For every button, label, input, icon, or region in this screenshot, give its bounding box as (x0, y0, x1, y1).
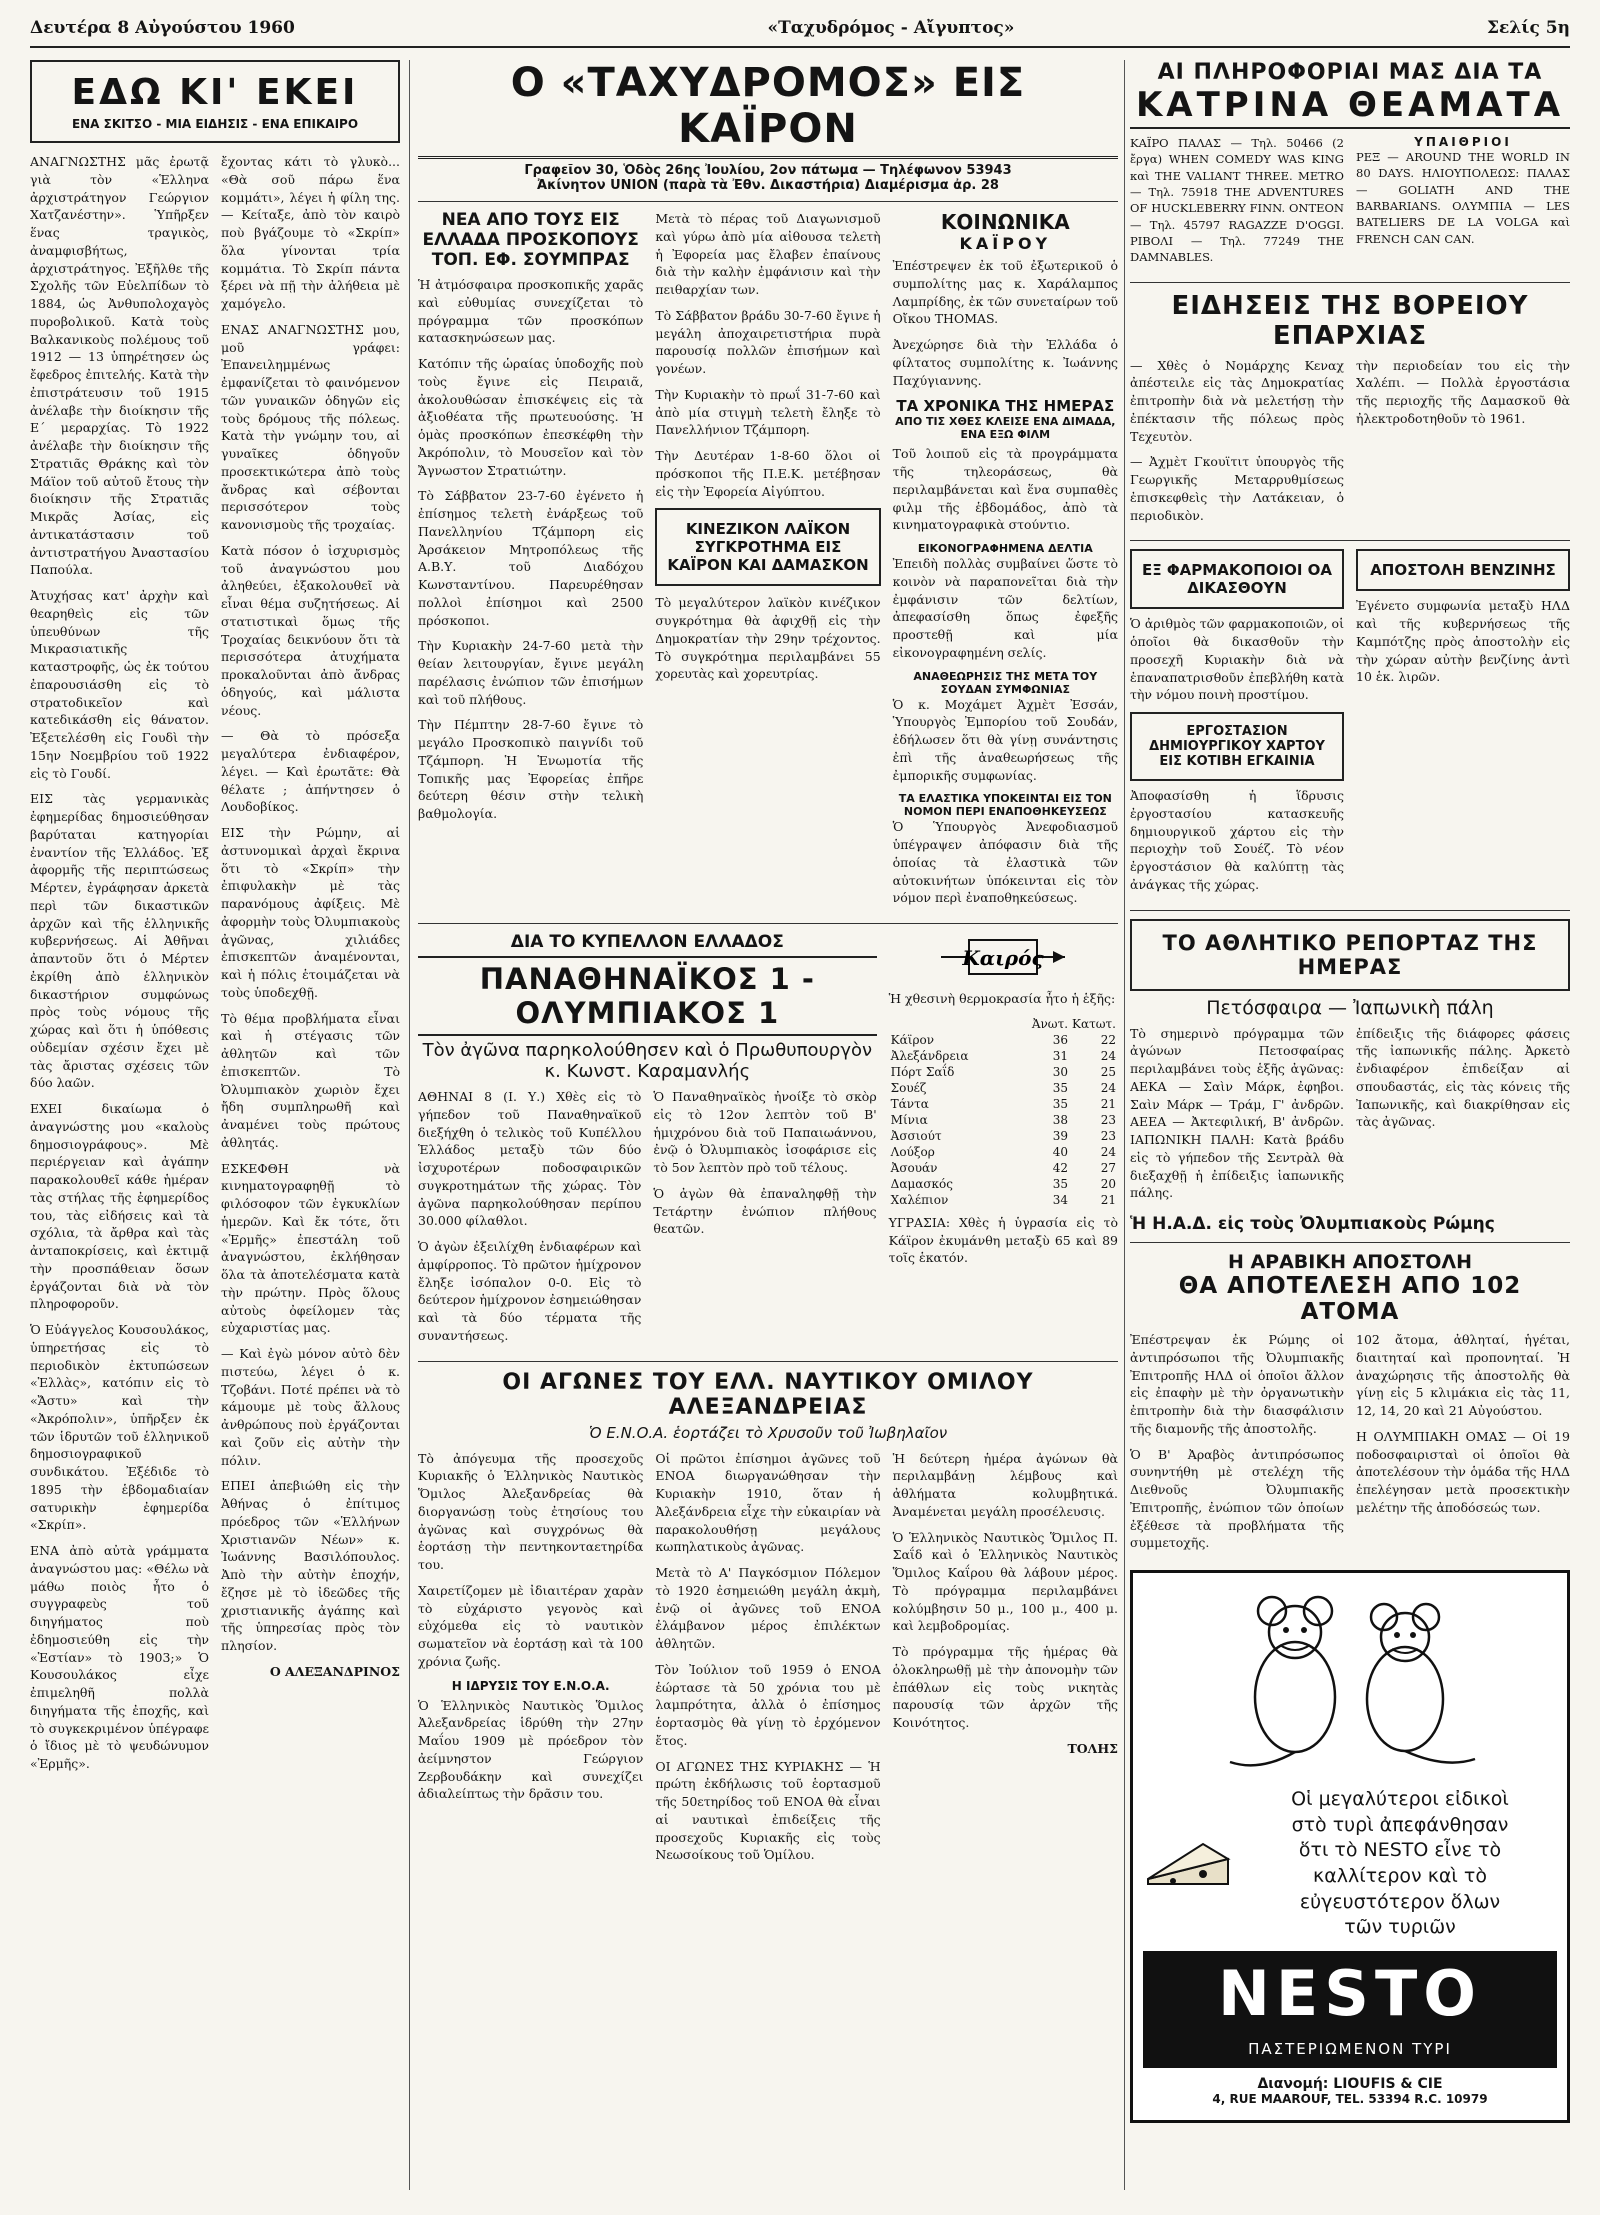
factory-box (1130, 712, 1344, 781)
nautikos-history-title: Η ΙΔΡΥΣΙΣ ΤΟΥ Ε.Ν.Ο.Α. (451, 1678, 610, 1693)
article-paragraph: Τὸ θέμα προβλήματα εἶναι καὶ ἡ στέγασις τῶν ἀθλητῶν καὶ τῶν ἐπισκεπτῶν. Τὸ Ὀλυμπιακὸν χωριὸν ἔχει ἤδη συμπληρωθῆ καὶ ἀναμένει τοὺς πρώτους ἀθλητάς. (221, 1010, 400, 1150)
article-paragraph: Ὁ Παναθηναϊκὸς ἠνοίξε τὸ σκὸρ εἰς τὸ 12ον λεπτὸν τοῦ Β' ἡμιχρόνου διὰ τοῦ Παπαιωάννου, ἐνῷ ὁ Ὀλυμπιακὸς ἰσοφάρισε εἰς τὸ 5ον λεπτὸν πρὸ τοῦ τέλους. (653, 1089, 877, 1175)
article-paragraph: Τὸ Σάββατον βράδυ 30-7-60 ἔγινε ἡ μεγάλη ἀποχαιρετιστήρια πυρὰ παρουσίᾳ πολλῶν ἐπισήμων καὶ γονέων. (655, 307, 881, 376)
ad-line: καλλίτερον καὶ τὸ (1313, 1865, 1487, 1888)
article-paragraph: Ἐπέστρεψαν ἐκ Ρώμης οἱ ἀντιπρόσωποι τῆς Ὀλυμπιακῆς Ἐπιτροπῆς ΗΛΔ οἱ ὁποῖοι ἄλλον εἰς ἐπαφὴν μὲ τὴν ὀργανωτικὴν ἐπιτροπὴν διὰ τὴν διασφάλισιν τῆς διαμονῆς τῆς ἀποστολῆς. (1130, 1332, 1344, 1436)
nautikos-col-2 (655, 1450, 880, 1873)
koinonika-column (893, 210, 1118, 915)
middle-section (418, 932, 1118, 1353)
weather-header-row (889, 1016, 1118, 1032)
article-paragraph: Ὁ Ὑπουργὸς Ἀνεφοδιασμοῦ ὑπέγραψεν ἀπόφασιν διὰ τῆς ὁποίας τὰ ἐλαστικὰ τῶν αὐτοκινήτων ὑπόκεινται εἰς τὸν νόμον περὶ ἐναποθηκεύσεως. (892, 819, 1118, 906)
divider (1130, 1242, 1570, 1243)
article-paragraph: Ὁ Ἑλληνικὸς Ναυτικὸς Ὅμιλος Π. Σαΐδ καὶ ὁ Ἑλληνικὸς Ναυτικὸς Ὅμιλος Καΐρου θὰ λάβουν μέρος. Τὸ πρόγραμμα περιλαμβάνει κολύμβησιν 50 μ., 100 μ., 400 μ. καὶ λεμβοδρομίας. (892, 1529, 1118, 1634)
weather-logo (889, 932, 1118, 986)
scouts-story-continued (655, 210, 880, 915)
cinema-listings (1130, 135, 1570, 274)
sport-body-right (1356, 1025, 1570, 1211)
sport-headline: ΤΟ ΑΘΛΗΤΙΚΟ ΡΕΠΟΡΤΑΖ ΤΗΣ ΗΜΕΡΑΣ (1162, 930, 1538, 979)
column-divider (1124, 60, 1125, 2190)
author-signature: Ο ΑΛΕΞΑΝΔΡΙΝΟΣ (269, 1663, 400, 1679)
eikonografimena-title: ΕΙΚΟΝΟΓΡΑΦΗΜΕΝΑ ΔΕΛΤΙΑ (917, 542, 1093, 555)
running-header (30, 18, 1570, 48)
pharmacists-headline: ΕΞ ΦΑΡΜΑΚΟΠΟΙΟΙ ΟΑ ΔΙΚΑΣΘΟΥΝ (1141, 561, 1332, 598)
weather-max: 30 (1052, 1064, 1069, 1079)
cinema-indoor-list: ΚΑΪΡΟ ΠΑΛΑΣ — Τηλ. 50466 (2 ἔργα) WHEN COMEDY WAS KING καὶ THE VALIANT THREE. METRO — Τηλ. 75918 THE ADVENTURES OF HUCKLEBERRY FINN. ΟΝΤΕΟΝ — Τηλ. 45797 RAGAZZE D'OGGI. ΡΙΒΟΛΙ — Τηλ. 77249 THE DAMNABLES. (1130, 136, 1344, 265)
article-paragraph: ΕΠΕΙ ἀπεβιώθη εἰς τὴν Ἀθήνας ὁ ἐπίτιμος πρόεδρος τῶν «Ἑλλήνων Χριστιανῶν Νέων» κ. Ἰωάννης Βασιλόπουλος. Ἀπὸ τὴν αὐτὴν ἐποχήν, ἔζησε μὲ τὸ ἰδεῶδες τῆς χριστιανικῆς ἀγάπης καὶ τῆς ὑπηρεσίας πρὸς τὸν πλησίον. (221, 1478, 400, 1653)
koinonika-subtitle: ΚΑΪΡΟΥ (959, 234, 1052, 253)
cheese-icon (1143, 1829, 1233, 1899)
weather-row (889, 1176, 1118, 1192)
article-paragraph: ἐπίδειξις τῆς διάφορες φάσεις τῆς ἰαπωνικῆς πάλης. Ἀρκετὸ ἐνδιαφέρον ἐπιδείξαν αἱ σπουδαστάς, εἰς τὰς κόνεις τῆς Ἰαπωνικῆς, καὶ διακρίθησαν εἰς τὰς ἀγῶνας. (1356, 1025, 1570, 1130)
article-paragraph: Κατὰ πόσον ὁ ἰσχυρισμὸς τοῦ ἀναγνώστου μου ἀληθεύει, ἐξακολουθεῖ νὰ εἶναι θέμα συζητήσεως. Αἱ στατιστικαὶ ὅμως τῆς Τροχαίας δεικνύουν ὅτι τὰ περισσότερα ἀτυχήματα προκαλοῦνται ἀπὸ ἄνδρας ὁδηγούς, καὶ μάλιστα νέους. (221, 542, 400, 718)
weather-header-max: Ἀνωτ. (1031, 1016, 1069, 1031)
weather-max: 35 (1052, 1096, 1069, 1111)
weather-city: Τάντα (890, 1096, 929, 1111)
article-paragraph: ΕΝΑΣ ΑΝΑΓΝΩΣΤΗΣ μου, μοῦ γράφει: Ἐπανειλημμένως ἐμφανίζεται τὸ φαινόμενον τῶν γυναικῶν ὁδηγῶν εἰς τοὺς δρόμους τῆς πόλεως. Κατὰ τὴν γνώμην του, αἱ γυναῖκες ὁδηγοῦν προσεκτικώτερα ἀπὸ τοὺς ἄνδρας καὶ σέβονται περισσότερον τοὺς κανονισμοὺς τῆς τροχαίας. (221, 321, 400, 532)
weather-city: Κάϊρον (890, 1032, 935, 1047)
rome-headline: Ἡ Η.Α.Δ. εἰς τοὺς Ὀλυμπιακοὺς Ρώμης (1130, 1214, 1495, 1235)
weather-row (889, 1112, 1118, 1128)
masthead-title: Ο «ΤΑΧΥΔΡΟΜΟΣ» ΕΙΣ ΚΑΪΡΟΝ (418, 60, 1118, 159)
weather-city: Δαμασκός (890, 1176, 953, 1191)
article-paragraph: Μετὰ τὸ Α' Παγκόσμιον Πόλεμον τὸ 1920 ἐσημειώθη μεγάλη ἀκμὴ, ἐνῷ οἱ ἀγῶνες τοῦ ΕΝΟΑ ἐλάμβανον μέρος ἐπιλέκτων ἀθλητῶν. (655, 1565, 881, 1651)
sub-column-left (30, 153, 209, 1781)
cup-body (418, 1088, 877, 1353)
ad-copy (1243, 1787, 1557, 1941)
article-paragraph: ΑΘΗΝΑΙ 8 (Ι. Υ.) Χθὲς εἰς τὸ γήπεδον τοῦ Παναθηναϊκοῦ διεξήχθη ὁ τελικὸς τοῦ Κυπέλλου Ἑλλάδος μεταξὺ τῶν δύο ἰσχυροτέρων ποδοσφαιρικῶν συγκροτημάτων τῆς χώρας. Τὸν ἀγῶνα παρηκολούθησαν περίπου 30.000 φίλαθλοι. (418, 1089, 642, 1229)
weather-max: 34 (1052, 1192, 1069, 1207)
article-paragraph: — Ἀχμὲτ Γκουϊτιτ ὑπουργὸς τῆς Γεωργικῆς Μεταρρυθμίσεως ἐπισκεφθεὶς τὴν Λατάκειαν, ὁ περιοδικὸν. (1130, 454, 1344, 523)
weather-title: Καιρός (962, 946, 1044, 970)
weather-min: 23 (1100, 1112, 1116, 1127)
weather-max: 35 (1052, 1080, 1069, 1095)
weather-city: Σουέζ (890, 1080, 927, 1095)
weather-row (889, 1160, 1118, 1176)
nesto-advertisement (1130, 1570, 1570, 2123)
weather-arrow-icon (933, 932, 1073, 982)
weather-city: Χαλέπιον (890, 1192, 949, 1207)
north-headline: ΕΙΔΗΣΕΙΣ ΤΗΣ ΒΟΡΕΙΟΥ ΕΠΑΡΧΙΑΣ (1171, 290, 1529, 351)
cinema-outdoor-title: ΥΠΑΙΘΡΙΟΙ (1414, 135, 1512, 149)
nautikos-headline: ΟΙ ΑΓΩΝΕΣ ΤΟΥ ΕΛΛ. ΝΑΥΤΙΚΟΥ ΟΜΙΛΟΥ ΑΛΕΞΑΝΔΡΕΙΑΣ (502, 1369, 1034, 1420)
article-paragraph: τὴν περιοδείαν του εἰς τὴν Χαλέπι. — Πολλὰ ἐργοστάσια τῆς περιοχῆς τῆς Δαμασκοῦ θὰ ἠλεκτροδοτηθοῦν τὸ 1961. (1356, 357, 1570, 426)
header-paper: «Ταχυδρόμος - Αἴγυπτος» (767, 18, 1015, 38)
ad-line: τῶν τυριῶν (1344, 1916, 1456, 1939)
article-paragraph: Ὁ ἀριθμὸς τῶν φαρμακοποιῶν, οἱ ὁποῖοι θὰ δικασθοῦν τὴν προσεχῆ Κυριακὴν διὰ νὰ ἐπαναπατρισθοῦν ἐπεβλήθη κατὰ τὴν νόμου ποινὴ προστίμου. (1130, 616, 1344, 703)
weather-min: 20 (1100, 1176, 1116, 1191)
article-paragraph: ΑΝΑΓΝΩΣΤΗΣ μᾶς ἐρωτᾷ γιὰ τὸν «Ἑλληνα ἀρχιστράτηγον Γεώργιον Χατζανέστην». Ὑπῆρξεν ἕνας τραγικὸς, ἀναμφισβήτως, ἀρχιστράτηγος. Ἐξῆλθε τῆς Σχολῆς τῶν Εὐελπίδων τὸ 1884, ὡς Ἀνθυπολοχαγὸς πυροβολικοῦ. Κατὰ τοὺς Βαλκανικοὺς πολέμους τοῦ 1912 — 13 ὑπηρέτησεν ὡς ἔφεδρος ἐπιτελής. Κατὰ τὴν ἐπιστράτευσιν τοῦ 1915 ἀνέλαβε τὴν διοίκησιν τῆς Ε΄ μεραρχίας. Τὸ 1922 ἀνέλαβε τὴν διοίκησιν τῆς Στρατιᾶς Θράκης καὶ τὸν Μάϊον τοῦ αὐτοῦ ἔτους τὴν διοίκησιν τῆς Στρατιᾶς Μικρᾶς Ἀσίας, εἰς ἀντικατάστασιν τοῦ ἀντιστρατήγου Ἀναστασίου Παπούλα. (30, 154, 209, 578)
article-paragraph: ἔχοντας κάτι τὸ γλυκὸ... «Θὰ σοῦ πάρω ἕνα κομμάτι», λέγει ἡ φίλη της. — Κείταξε, ἀπὸ τὸν καιρὸ ποὺ βγάζουμε τὸ «Σκρίπ» ὅλα γίνονται τρία κομμάτια. Τὸ Σκρίπ πάντα ξέρει νὰ πῇ τὴν ἀλήθεια μὲ χαμόγελο. (221, 154, 400, 311)
petrol-story (1356, 549, 1570, 901)
header-date: Δευτέρα 8 Αὐγούστου 1960 (30, 18, 295, 38)
ad-brand-subtitle: ΠΑΣΤΕΡΙΩΜΕΝΟΝ ΤΥΡΙ (1143, 2036, 1557, 2068)
article-paragraph: ΕΙΣ τὰς γερμανικὰς ἐφημερίδας δημοσιεύθησαν βαρύταται κατηγορίαι ἐναντίον τῆς Ἑλλάδος. Ἐξ ἀφορμῆς τῆς περιπτώσεως Μέρτεν, ἐγράφησαν ἀρκετὰ περὶ τῶν δικαστικῶν ἀρχῶν καὶ τῆς ἑλληνικῆς κυβερνήσεως. Αἱ Ἀθῆναι ἀπαντοῦν ὅτι ὁ Μέρτεν ἐκρίθη ἀπὸ ἑλληνικὸν δικαστήριον συμφώνως πρὸς τοὺς νόμους τῆς χώρας καὶ ὅτι ἡ ὑπόθεσις οὐδεμίαν σχέσιν ἔχει μὲ τὰς ἄριστας σχέσεις τῶν δύο λαῶν. (30, 791, 209, 1091)
article-paragraph: Οἱ πρῶτοι ἐπίσημοι ἀγῶνες τοῦ ΕΝΟΑ διωργανώθησαν τὴν Κυριακὴν 1910, ὅταν ἡ Ἀλεξάνδρεια εἶχε τὴν εὐκαιρίαν νὰ παρακολουθήσῃ μεγάλους κωπηλατικοὺς ἀγῶνας. (655, 1450, 881, 1555)
north-body-left (1130, 357, 1344, 533)
weather-row (889, 1096, 1118, 1112)
divider (418, 201, 1118, 202)
divider (1130, 540, 1570, 541)
article-paragraph: Ἐπειδὴ πολλὰς συμβαίνει ὥστε τὸ κοινὸν νὰ παραπονεῖται διὰ τὴν ἐμφάνισιν τῶν δελτίων, ἀπεφασίσθη ὅπως ἐφεξῆς προστεθῇ καὶ μία εἰκονογραφημένη σελίς. (892, 556, 1118, 660)
weather-row (889, 1064, 1118, 1080)
article-paragraph: Ὁ Εὐάγγελος Κουσουλάκος, ὑπηρετήσας εἰς τὸ περιοδικὸν ἐκτυπώσεων «Ἑλλὰς», κατόπιν εἰς τὸ «Ἄστυ» καὶ τὴν «Ἀκρόπολιν», ὑπῆρξεν ἐκ τῶν ἱδρυτῶν τοῦ ἑλληνικοῦ δημοσιογραφικοῦ συνδικάτου. Ἐξέδιδε τὸ 1895 τὴν ἑβδομαδιαίαν σατυρικὴν ἐφημερίδα «Σκρίπ». (30, 1322, 209, 1533)
arab-body-left (1130, 1331, 1344, 1560)
divider (418, 1361, 1118, 1362)
sport-box (1130, 919, 1570, 991)
weather-city: Ἀσουάν (890, 1160, 938, 1175)
cup-deck: Τὸν ἀγῶνα παρηκολούθησεν καὶ ὁ Πρωθυπουργὸν κ. Κωνστ. Καραμανλής (422, 1040, 873, 1082)
section-subtitle: ΕΝΑ ΣΚΙΤΣΟ - ΜΙΑ ΕΙΔΗΣΙΣ - ΕΝΑ ΕΠΙΚΑΙΡΟ (71, 117, 359, 131)
article-paragraph: Ὁ Ἑλληνικὸς Ναυτικὸς Ὅμιλος Ἀλεξανδρείας ἱδρύθη τὴν 27ην Μαΐου 1909 μὲ πρόεδρον τὸν ἀείμνηστον Γεώργιον Ζερβουδάκην καὶ συνεχίζει ἀδιαλείπτως τὴν δρᾶσιν του. (418, 1697, 644, 1802)
divider (1130, 282, 1570, 283)
column-divider (409, 60, 410, 2190)
article-paragraph: Ἀποφασίσθη ἡ ἵδρυσις ἐργοστασίου κατασκευῆς δημιουργικοῦ χάρτου εἰς τὴν περιοχὴν τοῦ Σουέζ. Τὸ νέον ἐργοστάσιον θὰ καλύπτῃ τὰς ἀνάγκας τῆς χώρας. (1130, 788, 1344, 892)
nautikos-deck: Ὁ Ε.Ν.Ο.Α. ἑορτάζει τὸ Χρυσοῦν τοῦ Ἰωβηλαῖον (588, 1423, 948, 1442)
weather-city: Μίνια (890, 1112, 928, 1127)
article-paragraph: ΕΣΚΕΦΘΗ νὰ κινηματογραφηθῇ τὸ φιλόσοφον τῶν ἐγκυκλίων ἡμερῶν. Καὶ ἔκ τότε, ὅτι «Ἐρμῆς» ἐπεστάλη τοῦ ἀναγνώστου, ἐκλήθησαν ὅλα τὰ ἀποτελέσματα κατὰ τὴν πρώτην. Πρὸς ὅλους αὐτοὺς ὀφείλομεν τὰς εὐχαριστίας μας. (221, 1160, 400, 1336)
weather-intro: Ἡ χθεσινὴ θερμοκρασία ἦτο ἡ ἑξῆς: (888, 991, 1116, 1006)
arab-headline-2: ΘΑ ΑΠΟΤΕΛΕΣΗ ΑΠΟ 102 ΑΤΟΜΑ (1178, 1273, 1522, 1326)
article-paragraph: Μετὰ τὸ πέρας τοῦ Διαγωνισμοῦ καὶ γύρω ἀπὸ μία αἰθουσα τελετὴ ἡ Ἐφορεία μας ἔλαβεν ἐπαίνους διὰ τὴν καλὴν ἐμφάνισιν καὶ τὴν πειθαρχίαν των. (655, 211, 881, 297)
article-paragraph: ΕΧΕΙ δικαίωμα ὁ ἀναγνώστης μου «καλοὺς δημοσιογράφους». Μὲ περιέργειαν καὶ ἀγάπην παρακολουθεῖ κάθε ἡμέραν τὰς στήλας τῆς ἐφημερίδος του, τὰς εἰδήσεις καὶ τὰ σχόλια, τὰ ἄρθρα καὶ τὰς ἀνταποκρίσεις, καὶ ἐκτιμᾷ τὴν προσπάθειαν ὅσων ἐργάζονται διὰ νὰ τὸν πληροφοροῦν. (30, 1101, 209, 1312)
weather-city: Ἀσσιούτ (890, 1128, 942, 1143)
article-paragraph: Τοῦ λοιποῦ εἰς τὰ προγράμματα τῆς τηλεοράσεως, θὰ περιλαμβάνεται καὶ ἕνα συμπαθὲς φιλμ τῆς ἑβδομάδος, ἀπὸ τὰ κινηματογραφικὰ στούντιο. (892, 446, 1118, 533)
pharmacists-box (1130, 549, 1344, 609)
article-paragraph: — Καὶ ἐγὼ μόνον αὐτὸ δὲν πιστεύω, λέγει ὁ κ. Τζοβάνι. Ποτέ πρέπει νὰ τὸ κάμουμε μὲ τοὺς ἄλλους ἀνθρώπους ποὺ ἐργάζονται καὶ ζοῦν εἰς αὐτὴν τὴν πόλιν. (221, 1346, 400, 1468)
arab-body (1130, 1331, 1570, 1560)
weather-max: 39 (1052, 1128, 1069, 1143)
article-paragraph: 102 ἄτομα, ἀθληταί, ἡγέται, διαιτηταί καὶ προπονηταί. Ἡ ἀναχώρησις τῆς ἀποστολῆς θὰ γίνῃ εἰς 5 κλιμάκια εἰς τὰς 11, 12, 14, 20 καὶ 21 Αὐγούστου. (1356, 1332, 1570, 1419)
weather-rows (889, 1032, 1118, 1208)
article-paragraph: Ὁ ἀγὼν θὰ ἐπαναληφθῇ τὴν Τετάρτην ἐνώπιον πλήθους θεατῶν. (653, 1185, 877, 1237)
cup-body-left (418, 1088, 641, 1353)
cinema-title-1: ΑΙ ΠΛΗΡΟΦΟΡΙΑΙ ΜΑΣ ΔΙΑ ΤΑ (1157, 60, 1543, 85)
author-signature: ΤΟΛΗΣ (1067, 1740, 1118, 1756)
article-paragraph: Κατόπιν τῆς ὡραίας ὑποδοχῆς ποὺ τοὺς ἔγινε εἰς Πειραιᾶ, ἀκολουθώσαν ἐπισκέψεις εἰς τὰ ἀξιοθέατα τῆς πρωτευούσης. Ἡ ὁμὰς προσκόπων ἐπεσκέφθη τὴν Ἀκρόπολιν, τὸ Μουσεῖον καὶ τὸν Ἄγνωστον Στρατιώτην. (418, 356, 644, 478)
weather-min: 22 (1100, 1032, 1116, 1047)
elastika-title: ΤΑ ΕΛΑΣΤΙΚΑ ΥΠΟΚΕΙΝΤΑΙ ΕΙΣ ΤΟΝ ΝΟΜΟΝ ΠΕΡΙ ΕΝΑΠΟΘΗΚΕΥΣΕΩΣ (898, 792, 1112, 819)
weather-box (889, 932, 1118, 1353)
article-paragraph: Ἐπέστρεψεν ἐκ τοῦ ἐξωτερικοῦ ὁ συμπολίτης μας κ. Χαράλαμπος Λαμπρίδης, ἐκ τῶν συνεταίρων τοῦ Οἴκου THOMAS. (892, 258, 1118, 327)
nautikos-col-1 (418, 1450, 643, 1873)
cup-label: ΔΙΑ ΤΟ ΚΥΠΕΛΛΟΝ ΕΛΛΑΔΟΣ (510, 932, 784, 952)
koinonika-title: ΚΟΙΝΩΝΙΚΑ (940, 210, 1070, 234)
column-edo-ki-ekei (30, 60, 400, 2190)
chronika-title: ΤΑ ΧΡΟΝΙΚΑ ΤΗΣ ΗΜΕΡΑΣ (896, 397, 1115, 416)
article-paragraph: — Χθὲς ὁ Νομάρχης Κεναχ ἀπέστειλε εἰς τὰς Δημοκρατίας ἐπιτροπὴν διὰ νὰ μελετήσῃ τὴν ἐπέκτασιν τῆς πόλεως πρὸς Τεχευτὸν. (1130, 357, 1344, 444)
nautikos-col-3 (893, 1450, 1118, 1873)
top-stories (418, 210, 1118, 915)
arab-body-right (1356, 1331, 1570, 1560)
column-body (30, 153, 400, 1781)
weather-row (889, 1048, 1118, 1064)
sport-deck: Πετόσφαιρα — Ἰαπωνικὴ πάλη (1206, 996, 1494, 1019)
sport-body (1130, 1025, 1570, 1211)
section-title-box (30, 60, 400, 143)
article-paragraph: Τὸ ἀπόγευμα τῆς προσεχοῦς Κυριακῆς ὁ Ἑλληνικὸς Ναυτικὸς Ὅμιλος Ἀλεξανδρείας θὰ διοργανώσῃ τοὺς ἐτησίους του ἀγῶνας καὶ συγχρόνως θὰ ἑορτάσῃ τὴν πεντηκονταετηρίδα του. (418, 1450, 644, 1572)
column-right (1130, 60, 1570, 2190)
sport-body-left (1130, 1025, 1344, 1211)
article-paragraph: Η ΟΛΥΜΠΙΑΚΗ ΟΜΑΣ — Οἱ 19 ποδοσφαιρισταὶ οἱ ὁποῖοι θὰ ἀποτελέσουν τὴν ὁμάδα τῆς ΗΛΔ ἐπελέγησαν μετὰ προσεκτικὴν μελέτην τῆς ἀποδόσεώς των. (1356, 1428, 1570, 1515)
article-paragraph: Τὸ πρόγραμμα τῆς ἡμέρας θὰ ὁλοκληρωθῇ μὲ τὴν ἀπονομὴν τῶν ἐπάθλων εἰς τοὺς νικητὰς παρουσίᾳ τῶν ἀρχῶν τῆς Κοινότητος. (892, 1644, 1118, 1730)
article-paragraph: ΟΙ ΑΓΩΝΕΣ ΤΗΣ ΚΥΡΙΑΚΗΣ — Ἡ πρώτη ἐκδήλωσις τοῦ ἑορτασμοῦ τῆς 50ετηρίδος τοῦ ΕΝΟΑ θὰ εἶναι αἱ ναυτικαὶ ἐπιδείξεις τῆς προσεχοῦς Κυριακῆς εἰς τοὺς Νεωσοίκους τοῦ Ὁμίλου. (655, 1758, 881, 1863)
mice-illustration (1200, 1587, 1500, 1777)
article-paragraph: Ἡ δεύτερη ἡμέρα ἀγώνων θὰ περιλαμβάνῃ λέμβους καὶ ἀθλήματα κολυμβητικά. Ἀναμένεται μεγάλη προσέλευσις. (892, 1450, 1118, 1519)
article-paragraph: Ἡ ἀτμόσφαιρα προσκοπικῆς χαρᾶς καὶ εὐθυμίας συνεχίζεται τὸ πρόγραμμα τῶν προσκόπων κατασκηνώσεων μας. (418, 277, 644, 346)
ad-brand: NESTO (1143, 1951, 1557, 2036)
article-paragraph: Τὴν Κυριακὴν 24-7-60 μετὰ τὴν θείαν λειτουργίαν, ἔγινε μεγάλη παρέλασις ἐνώπιον τῶν ἐπισήμων καὶ τοῦ πλήθους. (418, 638, 644, 707)
weather-row (889, 1192, 1118, 1208)
weather-min: 24 (1100, 1080, 1116, 1095)
chronika-subtitle: ΑΠΟ ΤΙΣ ΧΘΕΣ ΚΛΕΙΣΕ ΕΝΑ ΔΙΜΑΔΑ, ΕΝΑ ΕΞΩ ΦΙΛΜ (895, 415, 1116, 442)
ad-line: Οἱ μεγαλύτεροι εἰδικοὶ (1291, 1788, 1509, 1811)
weather-city: Λούξορ (890, 1144, 935, 1159)
cinema-outdoor-list: ΡΕΞ — AROUND THE WORLD IN 80 DAYS. ΗΛΙΟΥΠΟΛΕΩΣ: ΠΑΛΑΣ — GOLIATH AND THE BARBARIANS. ΟΛΥΜΠΙΑ — LES BATELIERS DE LA VOLGA καὶ FRENCH CAN CAN. (1356, 150, 1570, 246)
ad-line: εὐγευστότερον ὅλων (1299, 1890, 1501, 1913)
cup-body-right (653, 1088, 876, 1353)
humidity-note: ΥΓΡΑΣΙΑ: Χθὲς ἡ ὑγρασία εἰς τὸ Κάϊρον ἐκυμάνθη μεταξὺ 65 καὶ 89 τοῖς ἑκατόν. (888, 1214, 1118, 1266)
petrol-box (1356, 549, 1570, 591)
weather-min: 25 (1100, 1064, 1116, 1079)
cup-story (418, 932, 877, 1353)
nautikos-body (418, 1450, 1118, 1873)
weather-min: 24 (1100, 1144, 1116, 1159)
weather-row (889, 1080, 1118, 1096)
kinezikon-headline: ΚΙΝΕΖΙΚΟΝ ΛΑΪΚΟΝ ΣΥΓΚΡΟΤΗΜΑ ΕΙΣ ΚΑΪΡΟΝ ΚΑΙ ΔΑΜΑΣΚΟΝ (667, 520, 869, 575)
article-paragraph: Ὁ Β' Ἀραβὸς ἀντιπρόσωπος συνηντήθη μὲ στελέχη τῆς Διεθνοῦς Ὀλυμπιακῆς Ἐπιτροπῆς, ἐνώπιον τῶν ὁποίων ἐξέθεσε τὰ προβλήματα τῆς συμμετοχῆς. (1130, 1446, 1344, 1551)
weather-min: 27 (1100, 1160, 1116, 1175)
ad-body (1143, 1787, 1557, 1941)
ad-distributor: Διανομή: LIOUFIS & CIE (1257, 2075, 1443, 2092)
weather-header-min: Κατωτ. (1072, 1016, 1116, 1031)
column-taxydromos-cairo (418, 60, 1118, 2190)
kinezikon-box (655, 508, 880, 586)
article-paragraph: Τὸ σημερινὸ πρόγραμμα τῶν ἀγώνων Πετοσφαίρας περιλαμβάνει τοὺς ἑξῆς ἀγῶνας: ΑΕΚΑ — Σαὶν Μάρκ, ἐφηβοι. Σαὶν Μάρκ — Τράμ, Γ' ἀνδρῶν. ΑΕΕΑ — Ἀκτεφιλική, Β' ἀνδρῶν. ΙΑΠΩΝΙΚΗ ΠΑΛΗ: Κατὰ βράδυ εἰς τὸ γήπεδον τῆς Σεντρὰλ θὰ διεξαχθῇ ἡ ἐπίδειξις ἰαπωνικῆς πάλης. (1130, 1025, 1344, 1201)
header-page: Σελίς 5η (1487, 18, 1570, 38)
weather-max: 42 (1052, 1160, 1069, 1175)
cinema-outdoor (1356, 135, 1570, 274)
office-address-2: Ἀκίνητον UNION (παρὰ τὰ Ἐθν. Δικαστήρια) Διαμέρισμα ἀρ. 28 (537, 178, 999, 193)
article-paragraph: Ἀνεχώρησε διὰ τὴν Ἑλλάδα ὁ φίλτατος συμπολίτης κ. Ἰωάννης Παχύγιαννης. (892, 337, 1118, 388)
article-paragraph: Ἀτυχήσας κατ' ἀρχὴν καὶ θεαρηθεὶς εἰς τῶν ὑπευθύνων τῆς Μικρασιατικῆς καταστροφῆς, ὡς ἐκ τούτου ἐπαρουσιάσθη εἰς τὸ στρατοδικεῖον καὶ κατεδικάσθη εἰς θάνατον. Ἐξετελέσθη εἰς Γουδὶ τὴν 15ην Νοεμβρίου τοῦ 1922 εἰς τὸ Γουδί. (30, 588, 209, 781)
article-paragraph: Τὴν Πέμπτην 28-7-60 ἔγινε τὸ μεγάλο Προσκοπικὸ παιγνίδι τοῦ Τζάμπορη. Ἡ Ἑνωμοτία τῆς Τοπικῆς μας Ἐφορείας ἐπῆρε δεύτερη θέσιν στὴν τελικὴ βαθμολογία. (418, 717, 644, 821)
article-paragraph: ΕΙΣ τὴν Ρώμην, αἱ ἀστυνομικαὶ ἀρχαὶ ἔκρινα ὅτι τὸ «Σκρίπ» τὴν ἐπιφυλακὴν μὲ τὰς παρανόμους ἀφίξεις. Μὲ ἀφορμὴν τοὺς Ὀλυμπιακοὺς ἀγῶνας, χιλιάδες ἐπισκεπτῶν ἀναμένονται, καὶ ἡ πόλις ἑτοιμάζεται νὰ τοὺς ὑποδεχθῇ. (221, 825, 400, 1000)
ad-line: ὅτι τὸ NESTO εἶνε τὸ (1298, 1839, 1502, 1862)
ad-address: 4, RUE MAAROUF, TEL. 53394 R.C. 10979 (1212, 2091, 1488, 2106)
north-body-right (1356, 357, 1570, 533)
weather-min: 21 (1100, 1192, 1116, 1207)
article-paragraph: Τὸν Ἰούλιον τοῦ 1959 ὁ ΕΝΟΑ ἑώρτασε τὰ 50 χρόνια του μὲ λαμπρότητα, ἀλλὰ ὁ ἐπίσημος ἑορτασμὸς θὰ γίνῃ τὸ ἐρχόμενον ἔτος. (655, 1661, 881, 1748)
article-paragraph: — Θὰ τὸ πρόσεξα μεγαλύτερα ἐνδιαφέρον, λέγει. — Καὶ ἐρωτᾶτε: Θὰ θέλατε ; ἀπήντησεν ὁ Λουδοβίκος. (221, 728, 400, 815)
short-news (1130, 549, 1570, 901)
article-paragraph: Τὴν Κυριακὴν τὸ πρωΐ 31-7-60 καὶ ἀπὸ μία στιγμὴ τελετὴ ἔληξε τὸ Πανελλήνιον Τζάμπορη. (655, 386, 881, 438)
article-paragraph: Ἐγένετο συμφωνία μεταξὺ ΗΛΔ καὶ τῆς κυβερνήσεως τῆς Καμπότζης πρὸς ἀποστολὴν εἰς τὴν χώραν αὐτὴν βενζίνης ἀντὶ 10 ἑκ. λιρῶν. (1356, 598, 1570, 685)
office-address: Γραφεῖον 30, Ὁδὸς 26ης Ἰουλίου, 2ον πάτωμα — Τηλέφωνον 53943 (524, 163, 1012, 178)
weather-city: Πόρτ Σαΐδ (890, 1064, 955, 1079)
cinema-indoor (1130, 135, 1344, 274)
sub-column-right (221, 153, 400, 1781)
divider (1130, 910, 1570, 911)
weather-min: 21 (1100, 1096, 1116, 1111)
article-paragraph: Χαιρετίζομεν μὲ ἰδιαιτέραν χαρὰν τὸ εὐχάριστο γεγονὸς καὶ εὐχόμεθα εἰς τὸ ναυτικὸν σωματεῖον νὰ ἑορτάσῃ καὶ τὰ 100 χρόνια ζωῆς. (418, 1582, 644, 1669)
weather-table (889, 1016, 1118, 1208)
weather-min: 23 (1100, 1128, 1116, 1143)
weather-max: 31 (1052, 1048, 1069, 1063)
article-paragraph: Ὁ κ. Μοχάμετ Ἀχμὲτ Ἐσσάν, Ὑπουργὸς Ἐμπορίου τοῦ Σουδάν, ἐδήλωσεν ὅτι θὰ γίνῃ συνάντησις ἐπὶ τῆς ἀναθεωρήσεως τῆς ἐμπορικῆς συμφωνίας. (892, 696, 1118, 783)
article-paragraph: Τὸ μεγαλύτερον λαϊκὸν κινέζικον συγκρότημα θὰ ἀφιχθῇ εἰς τὴν Δημοκρατίαν τὴν 29ην τρέχοντος. Τὸ συγκρότημα περιλαμβάνει 55 χορευτὰς καὶ χορευτρίας. (655, 595, 881, 682)
scouts-headline: ΝΕΑ ΑΠΟ ΤΟΥΣ ΕΙΣ ΕΛΛΑΔΑ ΠΡΟΣΚΟΠΟΥΣ ΤΟΠ. ΕΦ. ΣΟΥΜΠΡΑΣ (422, 210, 639, 270)
north-body (1130, 357, 1570, 533)
divider (418, 923, 1118, 924)
weather-min: 24 (1100, 1048, 1116, 1063)
cinema-title-2: ΚΑΤΡΙΝΑ ΘΕΑΜΑΤΑ (1130, 85, 1570, 129)
factory-headline: ΕΡΓΟΣΤΑΣΙΟΝ ΔΗΜΙΟΥΡΓΙΚΟΥ ΧΑΡΤΟΥ ΕΙΣ ΚΟΤΙΒΗ ΕΓΚΑΙΝΙΑ (1149, 724, 1325, 770)
anatheorisis-title: ΑΝΑΘΕΩΡΗΣΙΣ ΤΗΣ ΜΕΤΑ ΤΟΥ ΣΟΥΔΑΝ ΣΥΜΦΩΝΙΑΣ (913, 669, 1098, 696)
weather-max: 35 (1052, 1176, 1069, 1191)
weather-max: 38 (1052, 1112, 1069, 1127)
weather-max: 40 (1052, 1144, 1069, 1159)
weather-city: Ἀλεξάνδρεια (890, 1048, 969, 1063)
article-paragraph: Τὴν Δευτέραν 1-8-60 ὅλοι οἱ πρόσκοποι τῆς Π.Ε.Κ. μετέβησαν εἰς τὴν Ἐφορεία Αἰγύπτου. (655, 448, 881, 499)
cup-headline: ΠΑΝΑΘΗΝΑΪΚΟΣ 1 - ΟΛΥΜΠΙΑΚΟΣ 1 (418, 956, 877, 1036)
article-paragraph: ΕΝΑ ἀπὸ αὐτὰ γράμματα ἀναγνώστου μας: «Θέλω νὰ μάθω ποιὸς ἦτο ὁ συγγραφεὺς τοῦ διηγήματος ποὺ ἐδημοσιεύθη εἰς τὴν «Ἑστίαν» τὸ 1903;» Ὁ Κουσουλάκος εἶχε ἐπιμεληθῆ πολλὰ διηγήματα τῆς ἐποχῆς, καὶ τὸ συγκεκριμένον ὑπέγραφε ὁ ἴδιος μὲ τὸ ψευδώνυμον «Ἐρμῆς». (30, 1543, 209, 1771)
arab-headline-1: Η ΑΡΑΒΙΚΗ ΑΠΟΣΤΟΛΗ (1227, 1251, 1473, 1274)
article-paragraph: Τὸ Σάββατον 23-7-60 ἐγένετο ἡ ἐπίσημος τελετὴ ἐνάρξεως τοῦ Πανελληνίου Τζάμπορη εἰς Ἀρσάκειον Μητροπόλεως τῆς Α.Β.Υ. τοῦ Διαδόχου Κωνσταντίνου. Παρευρέθησαν πολλοὶ ἐπίσημοι καὶ 2500 πρόσκοποι. (418, 488, 644, 628)
weather-row (889, 1144, 1118, 1160)
scouts-story (418, 210, 643, 915)
pharmacists-story (1130, 549, 1344, 901)
weather-row (889, 1032, 1118, 1048)
article-paragraph: Ὁ ἀγὼν ἐξειλίχθη ἐνδιαφέρων καὶ ἀμφίρροπος. Τὸ πρῶτον ἡμίχρονον ἔληξε ἰσόπαλον 0-0. Εἰς τὸ δεύτερον ἡμίχρονον ἐσημειώθησαν καὶ τὰ δύο τέρματα τῆς συναντήσεως. (418, 1239, 642, 1343)
weather-max: 36 (1052, 1032, 1069, 1047)
ad-line: στὸ τυρὶ ἀπεφάνθησαν (1291, 1813, 1509, 1836)
weather-row (889, 1128, 1118, 1144)
section-title: ΕΔΩ ΚΙ' ΕΚΕΙ (71, 72, 359, 113)
petrol-headline: ΑΠΟΣΤΟΛΗ ΒΕΝΖΙΝΗΣ (1370, 561, 1556, 580)
